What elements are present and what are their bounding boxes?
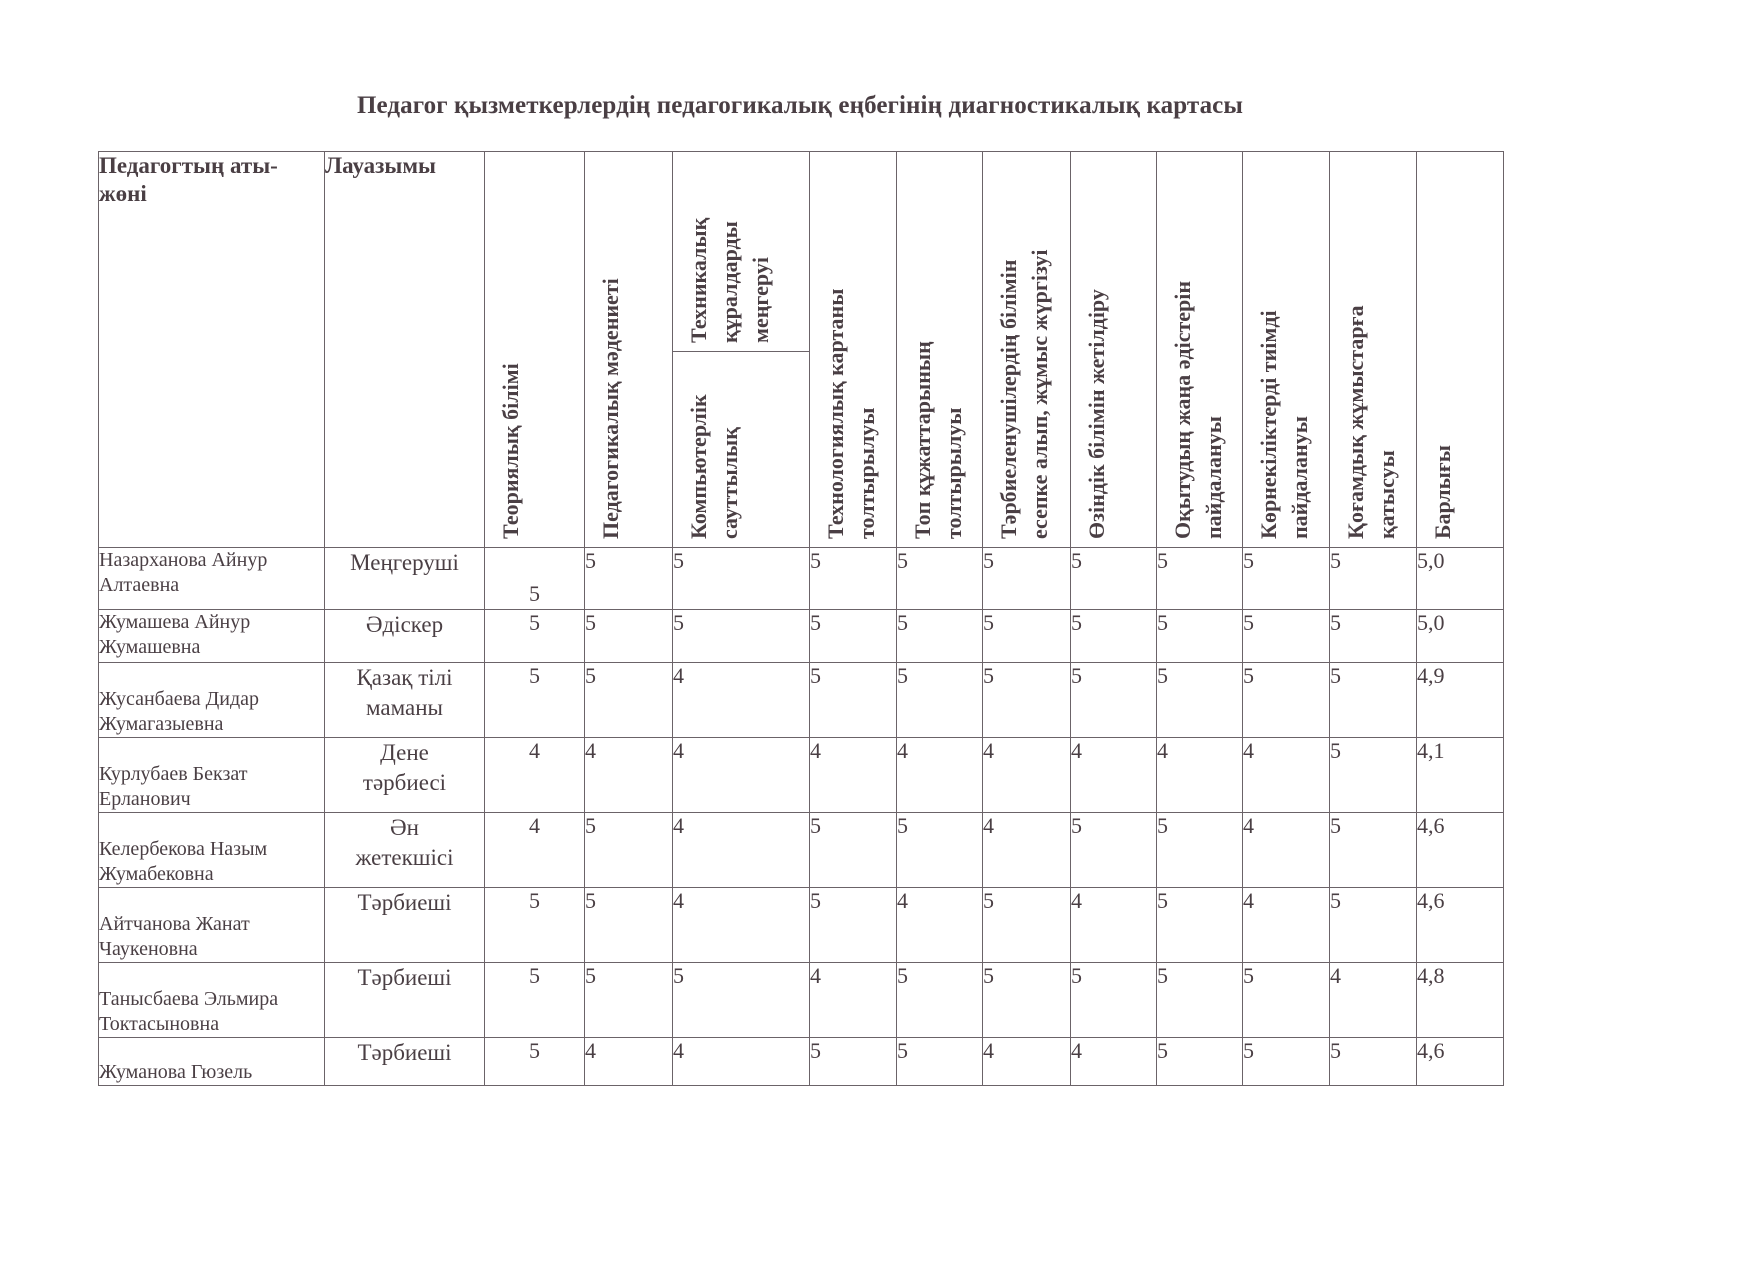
teacher-position-line: Қазақ тілі — [356, 665, 453, 690]
teacher-position-line: маманы — [366, 695, 443, 720]
table-row — [99, 610, 1504, 663]
header-col — [983, 152, 1071, 548]
header-label-line: Топ құжаттарының — [910, 341, 935, 539]
header-label-line: Барлығы — [1430, 445, 1455, 539]
teacher-name-line: Жумашевна — [99, 636, 201, 658]
score-cell: 4 — [1243, 888, 1330, 963]
total-score: 4,6 — [1417, 1038, 1504, 1086]
score-cell: 5 — [1330, 738, 1417, 813]
score-cell: 4 — [810, 738, 897, 813]
score-cell: 5 — [1330, 813, 1417, 888]
score-cell: 5 — [673, 548, 810, 610]
header-label-line: Технологиялық картаны — [823, 288, 848, 539]
header-group-technical — [673, 152, 810, 352]
teacher-name — [99, 813, 325, 888]
header-col — [1243, 152, 1330, 548]
header-label — [1253, 310, 1315, 539]
header-label-line: сауттылық — [717, 427, 742, 539]
header-label — [595, 278, 626, 539]
table-body — [99, 548, 1504, 1086]
score-cell: 4 — [673, 888, 810, 963]
total-score: 4,9 — [1417, 663, 1504, 738]
score-cell: 4 — [585, 738, 673, 813]
score-cell: 5 — [1243, 548, 1330, 610]
score-cell: 5 — [1071, 663, 1157, 738]
teacher-name-line: Танысбаева Эльмира — [99, 988, 279, 1010]
teacher-name-line: Жуманова Гюзель — [99, 1061, 253, 1083]
score-cell: 5 — [1330, 663, 1417, 738]
score-cell: 5 — [585, 663, 673, 738]
teacher-name — [99, 610, 325, 663]
total-score: 4,8 — [1417, 963, 1504, 1038]
header-label-line: пайдалануы — [1201, 416, 1226, 539]
header-label — [1167, 281, 1229, 539]
diagnostic-table — [98, 151, 1504, 1086]
teacher-name-line: Чаукеновна — [99, 938, 198, 960]
score-cell: 4 — [983, 813, 1071, 888]
score-cell: 5 — [1157, 888, 1243, 963]
score-cell: 5 — [1071, 813, 1157, 888]
score-cell: 5 — [1157, 610, 1243, 663]
score-cell: 5 — [1243, 663, 1330, 738]
teacher-position-line: Дене — [380, 740, 429, 765]
teacher-name — [99, 1038, 325, 1086]
header-col — [810, 152, 897, 548]
score-cell: 4 — [485, 813, 585, 888]
score-cell: 5 — [897, 610, 983, 663]
score-cell: 4 — [1243, 813, 1330, 888]
header-label — [683, 218, 776, 343]
header-col — [485, 152, 585, 548]
score-cell: 5 — [897, 548, 983, 610]
header-col — [673, 352, 810, 548]
score-cell: 4 — [485, 738, 585, 813]
score-cell: 4 — [983, 1038, 1071, 1086]
table-row — [99, 738, 1504, 813]
teacher-name-line: Алтаевна — [99, 574, 180, 596]
header-label — [1427, 445, 1458, 539]
header-label-line: Оқытудың жаңа әдістерін — [1170, 280, 1195, 539]
header-label-line: Техникалық — [686, 217, 711, 343]
teacher-position — [325, 963, 485, 1038]
score-cell: 5 — [585, 888, 673, 963]
header-label-line: пайдалануы — [1287, 416, 1312, 539]
teacher-name-line: Назарханова Айнур — [99, 549, 268, 571]
score-cell: 5 — [673, 610, 810, 663]
score-cell: 4 — [810, 963, 897, 1038]
teacher-position-line: Тәрбиеші — [357, 1040, 452, 1065]
header-label-line: құралдарды — [717, 221, 742, 343]
teacher-position — [325, 610, 485, 663]
score-cell: 5 — [983, 963, 1071, 1038]
score-cell: 5 — [485, 663, 585, 738]
score-cell: 5 — [1157, 813, 1243, 888]
header-name: Педагогтың аты-жөні — [99, 152, 325, 548]
score-cell: 5 — [1330, 610, 1417, 663]
score-cell: 5 — [585, 813, 673, 888]
total-score: 4,1 — [1417, 738, 1504, 813]
teacher-name-line: Жумашева Айнур — [99, 611, 251, 633]
teacher-position — [325, 1038, 485, 1086]
teacher-name-line: Ерланович — [99, 788, 191, 810]
score-cell: 5 — [810, 610, 897, 663]
header-label — [820, 289, 882, 539]
teacher-name — [99, 888, 325, 963]
header-col — [1417, 152, 1504, 548]
header-label-line: меңгеруі — [748, 257, 773, 343]
header-label-line: Тәрбиеленушілердің білімін — [996, 259, 1021, 539]
score-cell: 5 — [485, 610, 585, 663]
teacher-name — [99, 963, 325, 1038]
score-cell: 5 — [585, 963, 673, 1038]
teacher-position-line: жетекшісі — [355, 845, 454, 870]
score-cell: 5 — [485, 548, 585, 610]
teacher-position-line: Меңгеруші — [350, 550, 459, 575]
header-col — [1157, 152, 1243, 548]
teacher-name-line: Курлубаев Бекзат — [99, 763, 248, 785]
header-label-line: есепке алып, жұмыс жүргізуі — [1027, 249, 1052, 539]
score-cell: 5 — [983, 663, 1071, 738]
score-cell: 5 — [810, 813, 897, 888]
score-cell: 5 — [1330, 548, 1417, 610]
table-row — [99, 1038, 1504, 1086]
teacher-position-line: Ән — [390, 815, 419, 840]
total-score: 5,0 — [1417, 610, 1504, 663]
teacher-position-line: тәрбиесі — [362, 770, 447, 795]
header-label-line: Өзіндік білімін жетілдіру — [1084, 289, 1109, 539]
score-cell: 5 — [983, 610, 1071, 663]
score-cell: 5 — [1157, 663, 1243, 738]
teacher-position — [325, 738, 485, 813]
table-row — [99, 888, 1504, 963]
total-score: 5,0 — [1417, 548, 1504, 610]
score-cell: 5 — [673, 963, 810, 1038]
teacher-position-line: Тәрбиеші — [357, 890, 452, 915]
table-row — [99, 813, 1504, 888]
teacher-name-line: Жумагазыевна — [99, 713, 224, 735]
score-cell: 4 — [673, 1038, 810, 1086]
teacher-name — [99, 738, 325, 813]
score-cell: 4 — [897, 738, 983, 813]
score-cell: 4 — [1071, 1038, 1157, 1086]
teacher-name-line: Токтасыновна — [99, 1013, 220, 1035]
score-cell: 5 — [810, 1038, 897, 1086]
header-position: Лауазымы — [325, 152, 485, 548]
header-label-line: Көрнекіліктерді тиімді — [1256, 310, 1281, 539]
header-label — [993, 250, 1055, 539]
header-label-line: толтырылуы — [941, 407, 966, 539]
score-cell: 4 — [1071, 738, 1157, 813]
score-cell: 5 — [485, 1038, 585, 1086]
header-label-line: Педагогикалық мәдениеті — [598, 278, 623, 539]
score-cell: 4 — [1330, 963, 1417, 1038]
header-label — [1081, 289, 1112, 539]
header-label-line: Теориялық білімі — [498, 363, 523, 539]
score-cell: 4 — [1243, 738, 1330, 813]
score-cell: 4 — [897, 888, 983, 963]
score-cell: 5 — [897, 963, 983, 1038]
document-title: Педагог қызметкерлердің педагогикалық еңбегінің диагностикалық картасы — [357, 92, 1243, 119]
score-cell: 5 — [1071, 610, 1157, 663]
score-cell: 4 — [585, 1038, 673, 1086]
score-cell: 5 — [983, 548, 1071, 610]
total-score: 4,6 — [1417, 813, 1504, 888]
score-cell: 4 — [673, 738, 810, 813]
score-cell: 5 — [1243, 610, 1330, 663]
teacher-position — [325, 888, 485, 963]
score-cell: 5 — [1157, 1038, 1243, 1086]
score-cell: 5 — [1157, 548, 1243, 610]
header-label-line: қатысуы — [1374, 450, 1399, 539]
teacher-position-line: Тәрбиеші — [357, 965, 452, 990]
score-cell: 5 — [810, 888, 897, 963]
teacher-name-line: Жусанбаева Дидар — [99, 688, 260, 710]
header-label — [495, 363, 526, 539]
score-cell: 5 — [810, 663, 897, 738]
score-cell: 5 — [897, 813, 983, 888]
table-row — [99, 963, 1504, 1038]
teacher-position — [325, 813, 485, 888]
total-score: 4,6 — [1417, 888, 1504, 963]
teacher-name-line: Жумабековна — [99, 863, 214, 885]
header-label — [683, 394, 745, 539]
table-row — [99, 663, 1504, 738]
score-cell: 5 — [810, 548, 897, 610]
header-label-line: Қоғамдық жұмыстарға — [1343, 305, 1368, 539]
score-cell: 4 — [983, 738, 1071, 813]
teacher-position — [325, 663, 485, 738]
score-cell: 5 — [585, 548, 673, 610]
teacher-name-line: Айтчанова Жанат — [99, 913, 250, 935]
score-cell: 5 — [1071, 963, 1157, 1038]
score-cell: 5 — [585, 610, 673, 663]
header-label — [1340, 305, 1402, 539]
teacher-position — [325, 548, 485, 610]
score-cell: 5 — [1330, 888, 1417, 963]
score-cell: 5 — [485, 963, 585, 1038]
teacher-name — [99, 663, 325, 738]
score-cell: 5 — [1330, 1038, 1417, 1086]
header-label-line: толтырылуы — [854, 407, 879, 539]
teacher-name — [99, 548, 325, 610]
score-cell: 4 — [673, 663, 810, 738]
score-cell: 5 — [983, 888, 1071, 963]
score-cell: 5 — [1243, 1038, 1330, 1086]
header-col — [1071, 152, 1157, 548]
header-col — [1330, 152, 1417, 548]
score-cell: 5 — [1157, 963, 1243, 1038]
score-cell: 4 — [1071, 888, 1157, 963]
header-label-line: Компьютерлік — [686, 394, 711, 539]
score-cell: 5 — [1243, 963, 1330, 1038]
header-col — [585, 152, 673, 548]
score-cell: 4 — [1157, 738, 1243, 813]
header-label — [907, 341, 969, 539]
teacher-position-line: Әдіскер — [365, 612, 444, 637]
score-cell: 5 — [1071, 548, 1157, 610]
score-cell: 4 — [673, 813, 810, 888]
table-row — [99, 548, 1504, 610]
score-cell: 5 — [897, 663, 983, 738]
score-cell: 5 — [485, 888, 585, 963]
teacher-name-line: Келербекова Назым — [99, 838, 268, 860]
header-col — [897, 152, 983, 548]
score-cell: 5 — [897, 1038, 983, 1086]
